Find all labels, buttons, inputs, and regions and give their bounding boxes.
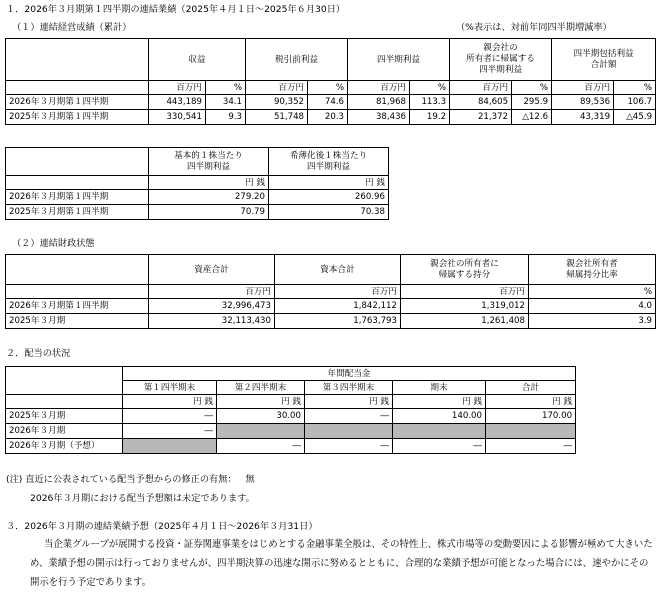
table-row [6, 424, 576, 439]
total-header: 合計 [486, 381, 576, 395]
table-row [6, 409, 576, 424]
unit-cell: 百万円 [149, 81, 206, 95]
blank-header-cell [6, 39, 149, 81]
year-end-header: 期末 [393, 381, 486, 395]
value-cell: 38,436 [348, 110, 410, 125]
value-cell: 140.00 [393, 409, 486, 424]
value-cell: 330,541 [149, 110, 206, 125]
blank-header-cell [6, 367, 123, 395]
value-cell: 279.20 [149, 190, 269, 205]
value-cell: ― [486, 439, 576, 454]
dividend-revision-label: (注) 直近に公表されている配当予想からの修正の有無： [6, 474, 237, 485]
section3-title: ３．2026年３月期の連結業績予想（2025年４月１日～2026年３月31日） [6, 521, 318, 532]
unit-cell: % [529, 285, 656, 299]
owners-equity-header: 親会社の所有者に 帰属する持分 [401, 255, 529, 285]
comprehensive-income-header: 四半期包括利益 合計額 [552, 39, 656, 81]
operating-results-table [5, 38, 656, 125]
value-cell: 106.7 [614, 95, 656, 110]
value-cell: ― [123, 424, 217, 439]
unit-cell: 百万円 [275, 285, 401, 299]
value-cell: 9.3 [206, 110, 246, 125]
blank-unit-cell [6, 176, 149, 190]
row-label: 2026年３月期 [6, 424, 123, 439]
forecast-body: 当企業グループが展開する投資・証券関連事業をはじめとする金融事業全般は、その特性上、株式市場等の変動要因による影響が極めて大きいため、業績予想の開示は行っておりませんが、四半期決算の迅速な開示に努めるとともに、合理的な業績予想が可能となった場合には、速やかにその開示を行う予定であります。 [30, 539, 653, 588]
financial-position-heading: （２）連結財政状態 [12, 238, 95, 249]
row-label: 2025年３月期 [6, 409, 123, 424]
pct-cell: % [410, 81, 450, 95]
quarterly-profit-header: 四半期利益 [348, 39, 450, 81]
value-cell: 20.3 [308, 110, 348, 125]
unit-cell: 円 銭 [305, 395, 393, 409]
row-label: 2025年３月期 [6, 314, 149, 329]
value-cell: 89,536 [552, 95, 614, 110]
pretax-profit-header: 税引前利益 [246, 39, 348, 81]
value-cell: 70.38 [269, 205, 389, 220]
value-cell: ― [393, 439, 486, 454]
row-label: 2026年３月期第１四半期 [6, 95, 149, 110]
unit-cell: 百万円 [149, 285, 275, 299]
value-cell: 295.9 [512, 95, 552, 110]
basic-eps-header: 基本的１株当たり 四半期利益 [149, 148, 269, 176]
unit-cell: 円 銭 [123, 395, 217, 409]
value-cell: 32,113,430 [149, 314, 275, 329]
value-cell: 170.00 [486, 409, 576, 424]
equity-ratio-header: 親会社所有者 帰属持分比率 [529, 255, 656, 285]
value-cell: 1,842,112 [275, 299, 401, 314]
value-cell: ― [305, 409, 393, 424]
value-cell: 443,189 [149, 95, 206, 110]
q1-end-header: 第１四半期末 [123, 381, 217, 395]
value-cell: ― [217, 439, 305, 454]
row-label: 2026年３月期第１四半期 [6, 299, 149, 314]
pct-cell: % [614, 81, 656, 95]
dividend-revision-note [6, 474, 255, 486]
annual-dividend-header: 年間配当金 [123, 367, 576, 381]
value-cell: 51,748 [246, 110, 308, 125]
value-cell: 21,372 [450, 110, 512, 125]
value-cell: 32,996,473 [149, 299, 275, 314]
blank-unit-cell [6, 395, 123, 409]
value-cell: 4.0 [529, 299, 656, 314]
shaded-cell [217, 424, 305, 439]
pct-cell: % [512, 81, 552, 95]
row-label: 2025年３月期第１四半期 [6, 110, 149, 125]
value-cell: 19.2 [410, 110, 450, 125]
value-cell: 81,968 [348, 95, 410, 110]
value-cell: △45.9 [614, 110, 656, 125]
table-row [6, 314, 656, 329]
shaded-cell [486, 424, 576, 439]
value-cell: 90,352 [246, 95, 308, 110]
value-cell: ― [305, 439, 393, 454]
unit-cell: 百万円 [450, 81, 512, 95]
blank-unit-cell [6, 285, 149, 299]
table-row [6, 439, 576, 454]
table-row [6, 110, 656, 125]
value-cell: ― [123, 409, 217, 424]
percent-note: （%表示は、対前年同四半期増減率） [456, 22, 612, 33]
section2-title: ２．配当の状況 [6, 348, 71, 359]
blank-header-cell [6, 148, 149, 176]
unit-cell: 百万円 [552, 81, 614, 95]
revenue-header: 収益 [149, 39, 246, 81]
operating-results-heading: （１）連結経営成績（累計） [12, 22, 132, 33]
blank-unit-cell [6, 81, 149, 95]
unit-cell: 円 銭 [149, 176, 269, 190]
table-row [6, 205, 389, 220]
unit-cell: 円 銭 [217, 395, 305, 409]
unit-cell: 百万円 [401, 285, 529, 299]
table-row [6, 299, 656, 314]
unit-cell: 百万円 [246, 81, 308, 95]
shaded-cell [123, 439, 217, 454]
dividend-revision-value: 無 [245, 474, 255, 485]
value-cell: 70.79 [149, 205, 269, 220]
section1-title: １．2026年３月期第１四半期の連結業績（2025年４月１日～2025年６月30日） [6, 4, 346, 15]
value-cell: 1,261,408 [401, 314, 529, 329]
owners-profit-header: 親会社の 所有者に帰属する 四半期利益 [450, 39, 552, 81]
unit-cell: 円 銭 [393, 395, 486, 409]
value-cell: 84,605 [450, 95, 512, 110]
value-cell: 1,763,793 [275, 314, 401, 329]
row-label: 2026年３月期第１四半期 [6, 190, 149, 205]
row-label: 2025年３月期第１四半期 [6, 205, 149, 220]
value-cell: 1,319,012 [401, 299, 529, 314]
dividend-table [5, 366, 576, 454]
value-cell: 3.9 [529, 314, 656, 329]
value-cell: 30.00 [217, 409, 305, 424]
eps-table [5, 147, 389, 220]
value-cell: 74.6 [308, 95, 348, 110]
value-cell: 113.3 [410, 95, 450, 110]
unit-cell: 百万円 [348, 81, 410, 95]
value-cell: 34.1 [206, 95, 246, 110]
total-assets-header: 資産合計 [149, 255, 275, 285]
shaded-cell [393, 424, 486, 439]
q3-end-header: 第３四半期末 [305, 381, 393, 395]
unit-cell: 円 銭 [269, 176, 389, 190]
table-row [6, 190, 389, 205]
total-equity-header: 資本合計 [275, 255, 401, 285]
dividend-forecast-note: 2026年３月期における配当予想額は未定であります。 [30, 493, 255, 504]
pct-cell: % [308, 81, 348, 95]
value-cell: △12.6 [512, 110, 552, 125]
q2-end-header: 第２四半期末 [217, 381, 305, 395]
pct-cell: % [206, 81, 246, 95]
shaded-cell [305, 424, 393, 439]
value-cell: 43,319 [552, 110, 614, 125]
diluted-eps-header: 希薄化後１株当たり 四半期利益 [269, 148, 389, 176]
blank-header-cell [6, 255, 149, 285]
unit-cell: 円 銭 [486, 395, 576, 409]
table-row [6, 95, 656, 110]
financial-position-table [5, 254, 656, 329]
value-cell: 260.96 [269, 190, 389, 205]
row-label: 2026年３月期（予想） [6, 439, 123, 454]
